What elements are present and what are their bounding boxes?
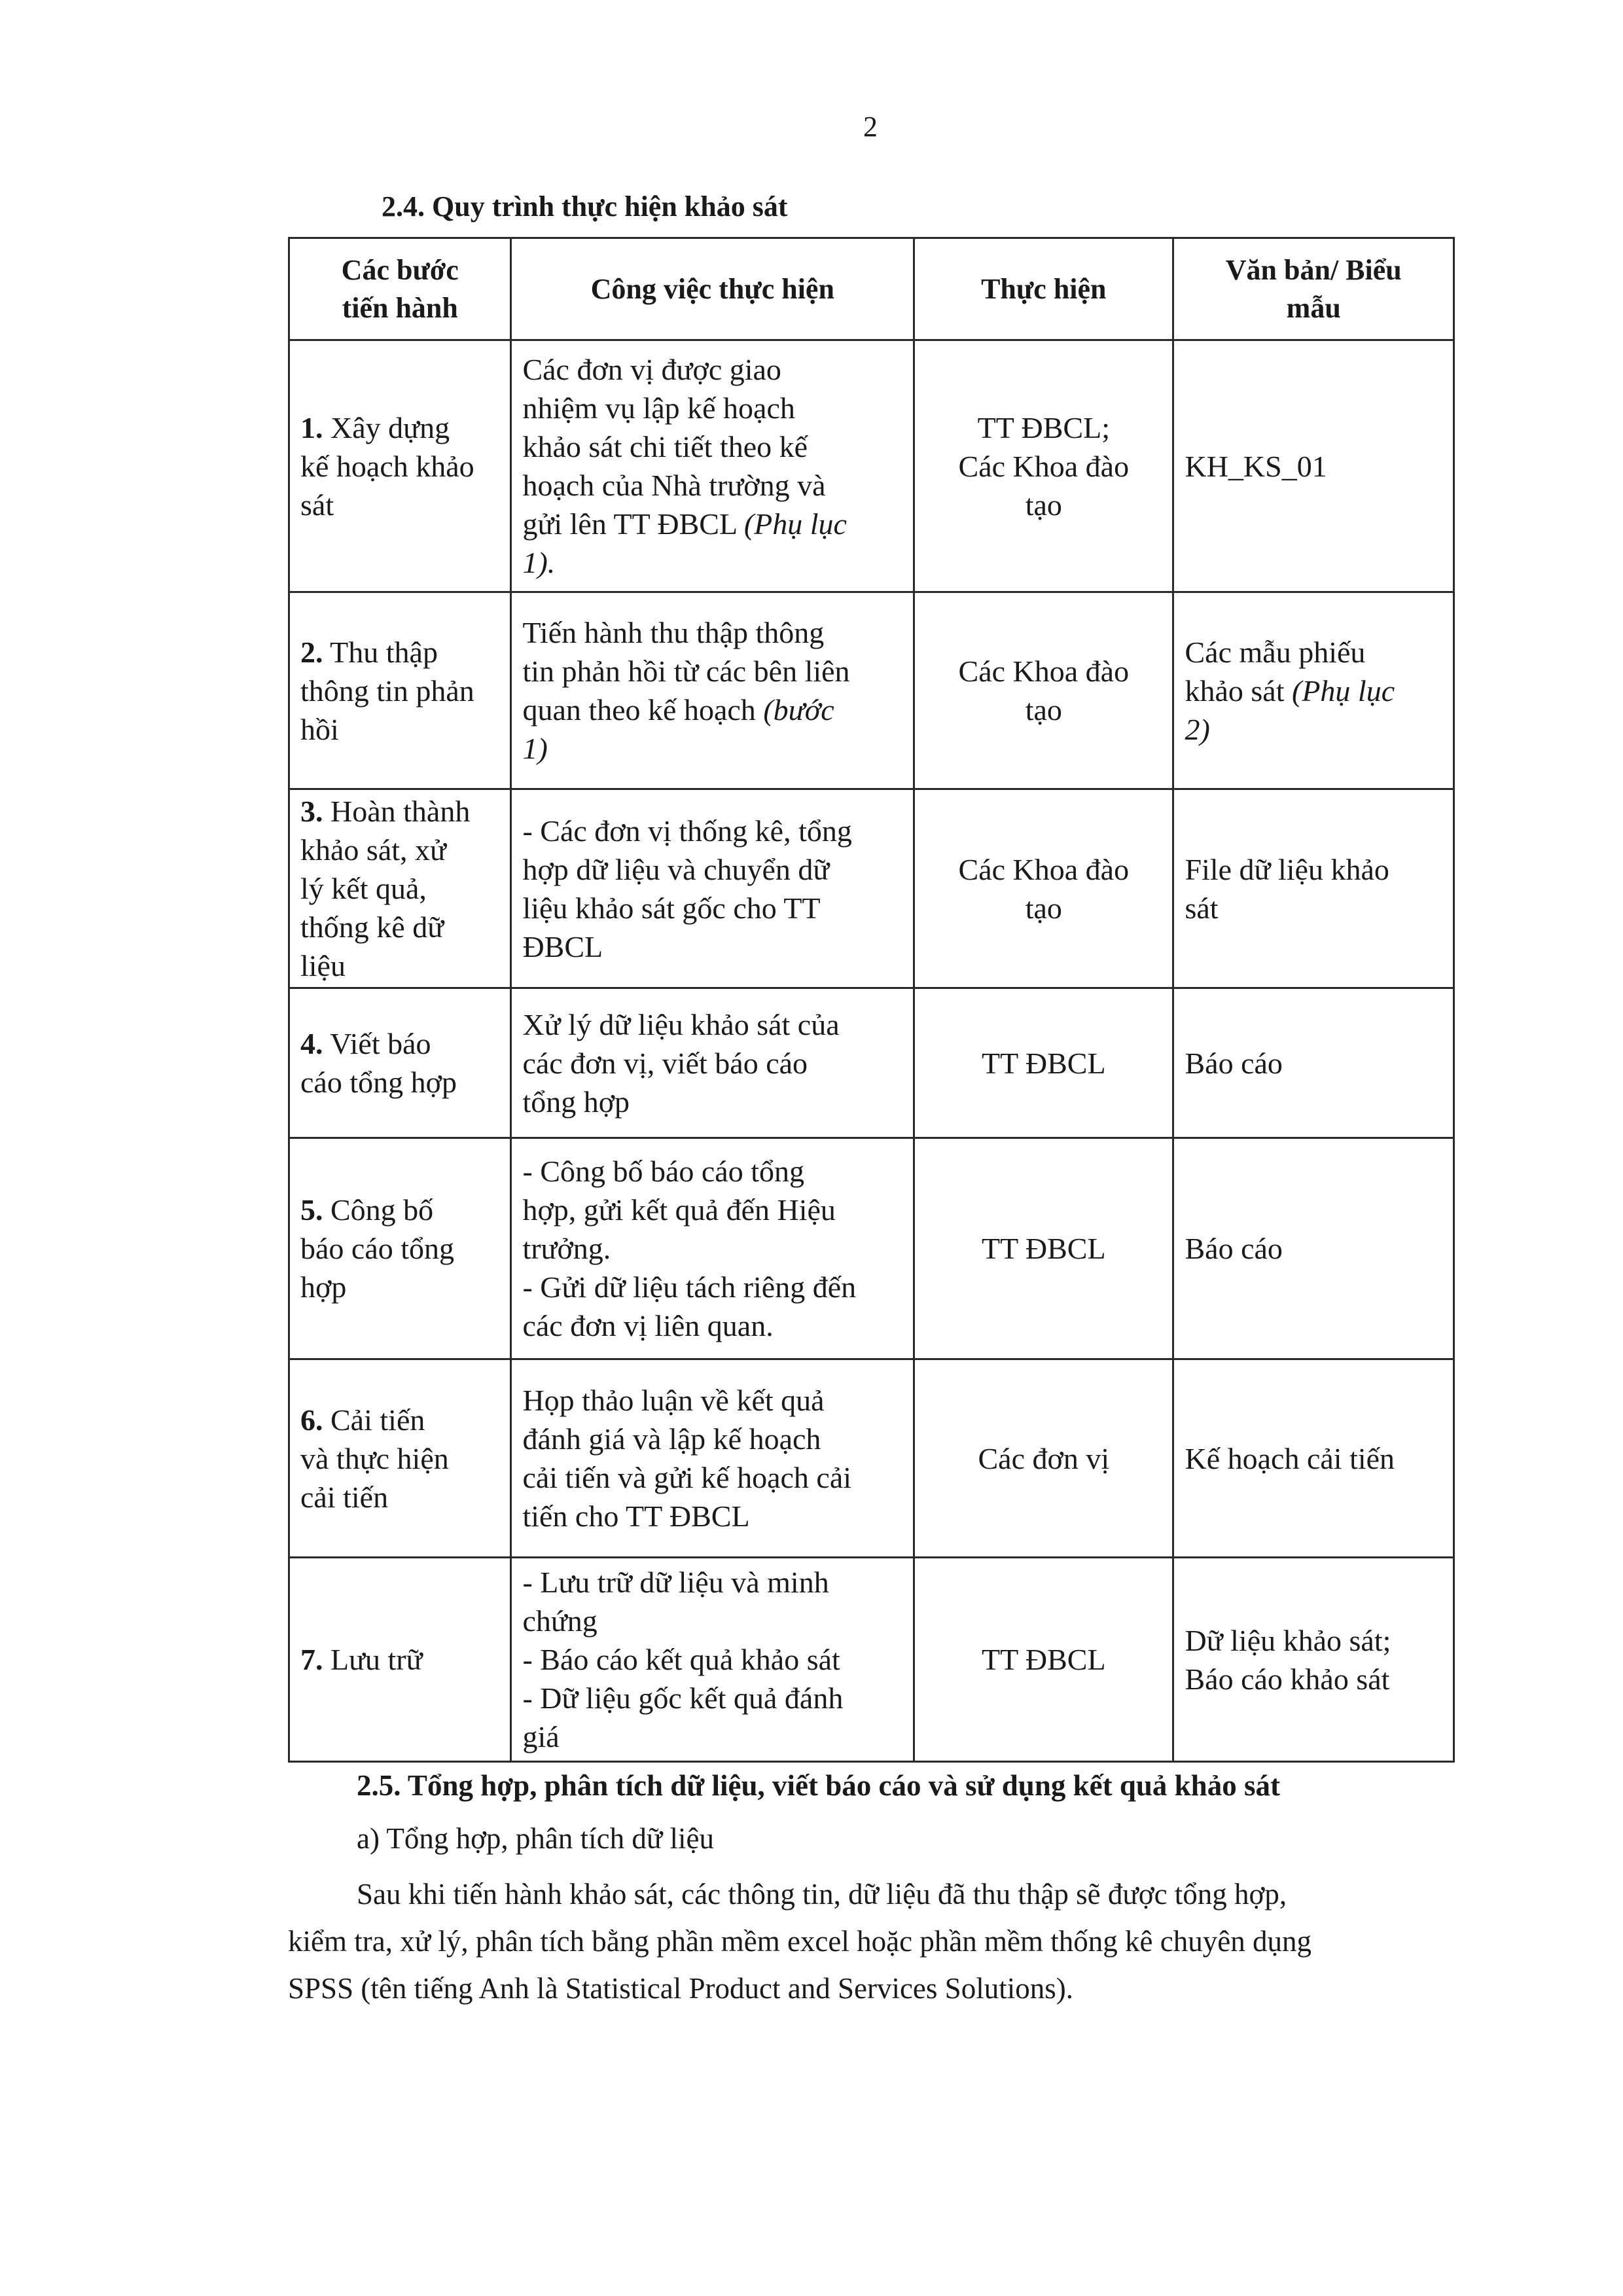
work-text: giá [522, 1720, 560, 1753]
document-text: Báo cáo khảo sát [1185, 1662, 1390, 1696]
work-text: hợp, gửi kết quả đến Hiệu [522, 1193, 836, 1227]
step-cell [289, 592, 511, 789]
header-step-line: tiến hành [342, 291, 458, 324]
step-cell [289, 340, 511, 592]
document-text: Các mẫu phiếu [1185, 635, 1366, 669]
step-number: 7. [300, 1643, 323, 1676]
step-text: cáo tổng hợp [300, 1066, 457, 1099]
step-text: Công bố [323, 1193, 434, 1227]
performer-text: Các đơn vị [978, 1441, 1110, 1475]
table-row [289, 1359, 1454, 1558]
header-performer: Thực hiện [914, 238, 1173, 340]
header-document-line: mẫu [1286, 291, 1341, 324]
work-text: - Công bố báo cáo tổng [522, 1155, 804, 1188]
work-text: Các đơn vị được giao [522, 353, 781, 386]
document-text: sát [1185, 891, 1219, 925]
paragraph-line: SPSS (tên tiếng Anh là Statistical Product and Services Solutions). [288, 1972, 1073, 2005]
document-cell [1173, 340, 1454, 592]
work-italic-text: 1) [522, 732, 548, 765]
work-text: trưởng. [522, 1232, 611, 1265]
work-text: cải tiến và gửi kế hoạch cải [522, 1461, 852, 1494]
performer-cell [914, 340, 1173, 592]
table-row [289, 340, 1454, 592]
performer-cell [914, 1138, 1173, 1359]
work-text: tin phản hồi từ các bên liên [522, 655, 850, 688]
work-text: nhiệm vụ lập kế hoạch [522, 391, 795, 425]
work-italic-text: (Phụ lục [743, 507, 847, 541]
table-row [289, 988, 1454, 1138]
work-text: - Dữ liệu gốc kết quả đánh [522, 1681, 844, 1715]
step-number: 2. [300, 635, 323, 669]
header-step [289, 238, 511, 340]
step-number: 3. [300, 795, 323, 828]
step-text: báo cáo tổng [300, 1232, 455, 1265]
step-text: Xây dựng [323, 410, 450, 444]
step-text: thống kê dữ [300, 910, 444, 944]
performer-text: tạo [1025, 488, 1062, 522]
table-row [289, 1138, 1454, 1359]
work-text: đánh giá và lập kế hoạch [522, 1422, 821, 1456]
header-step-line: Các bước [341, 253, 459, 286]
page-number: 2 [863, 111, 878, 143]
document-italic-text: 2) [1185, 712, 1210, 746]
performer-text: TT ĐBCL [982, 1046, 1106, 1080]
work-text: quan theo kế hoạch [522, 693, 764, 726]
document-cell [1173, 789, 1454, 988]
work-text: tổng hợp [522, 1085, 630, 1119]
performer-text: TT ĐBCL [982, 1643, 1106, 1676]
work-cell [511, 789, 914, 988]
work-cell [511, 1558, 914, 1762]
performer-text: tạo [1025, 891, 1062, 925]
work-text: gửi lên TT ĐBCL [522, 507, 744, 541]
step-number: 1. [300, 410, 323, 444]
step-cell [289, 988, 511, 1138]
document-cell [1173, 1138, 1454, 1359]
performer-text: TT ĐBCL; [977, 410, 1110, 444]
step-text: liệu [300, 949, 346, 982]
document-text: Báo cáo [1185, 1046, 1283, 1080]
document-text: Dữ liệu khảo sát; [1185, 1623, 1391, 1657]
step-text: Thu thập [323, 635, 438, 669]
work-text: - Lưu trữ dữ liệu và minh [522, 1566, 829, 1599]
work-italic-text: (bước [763, 693, 834, 726]
step-text: Hoàn thành [323, 795, 471, 828]
work-cell [511, 340, 914, 592]
document-cell [1173, 1558, 1454, 1762]
performer-text: Các Khoa đào [958, 852, 1130, 886]
step-text: Cải tiến [323, 1403, 425, 1437]
paragraph-line: Sau khi tiến hành khảo sát, các thông tin, dữ liệu đã thu thập sẽ được tổng hợp, [357, 1878, 1287, 1910]
step-number: 6. [300, 1403, 323, 1437]
step-text: Viết báo [323, 1027, 431, 1060]
paragraph-line: kiểm tra, xử lý, phân tích bằng phần mềm excel hoặc phần mềm thống kê chuyên dụng [288, 1925, 1311, 1958]
document-text: KH_KS_01 [1185, 449, 1327, 483]
work-text: khảo sát chi tiết theo kế [522, 430, 808, 463]
performer-text: tạo [1025, 693, 1062, 726]
performer-cell [914, 988, 1173, 1138]
work-text: Họp thảo luận về kết quả [522, 1384, 825, 1417]
header-document-line: Văn bản/ Biểu [1225, 253, 1402, 286]
step-text: khảo sát, xử [300, 833, 446, 867]
document-cell [1173, 592, 1454, 789]
work-italic-text: 1). [522, 546, 556, 579]
performer-text: Các Khoa đào [958, 449, 1130, 483]
performer-text: TT ĐBCL [982, 1232, 1106, 1265]
document-text: File dữ liệu khảo [1185, 852, 1389, 886]
table-header-row [289, 238, 1454, 340]
work-cell [511, 1359, 914, 1558]
work-text: ĐBCL [522, 929, 603, 963]
performer-cell [914, 1359, 1173, 1558]
performer-text: Các Khoa đào [958, 655, 1130, 688]
step-text: thông tin phản [300, 673, 474, 708]
work-cell [511, 988, 914, 1138]
step-text: hồi [300, 712, 339, 746]
work-text: tiến cho TT ĐBCL [522, 1499, 750, 1533]
work-text: liệu khảo sát gốc cho TT [522, 891, 821, 925]
document-cell [1173, 1359, 1454, 1558]
work-text: - Gửi dữ liệu tách riêng đến [522, 1270, 857, 1304]
performer-cell [914, 789, 1173, 988]
step-cell [289, 789, 511, 988]
document-text: khảo sát [1185, 673, 1292, 708]
step-text: cải tiến [300, 1480, 389, 1514]
body-paragraph [288, 1871, 1455, 2012]
step-text: kế hoạch khảo [300, 449, 474, 483]
work-cell [511, 592, 914, 789]
step-text: và thực hiện [300, 1441, 449, 1475]
work-text: các đơn vị, viết báo cáo [522, 1046, 808, 1080]
work-text: chứng [522, 1604, 597, 1638]
table-row [289, 592, 1454, 789]
step-cell [289, 1138, 511, 1359]
document-cell [1173, 988, 1454, 1138]
step-cell [289, 1359, 511, 1558]
table-row [289, 789, 1454, 988]
work-cell [511, 1138, 914, 1359]
step-cell [289, 1558, 511, 1762]
subsection-heading: 2.5. Tổng hợp, phân tích dữ liệu, viết báo cáo và sử dụng kết quả khảo sát [357, 1769, 1280, 1802]
document-text: Báo cáo [1185, 1232, 1283, 1265]
performer-cell [914, 592, 1173, 789]
subsection-item-a: a) Tổng hợp, phân tích dữ liệu [357, 1822, 714, 1855]
step-text: Lưu trữ [323, 1643, 423, 1676]
work-text: các đơn vị liên quan. [522, 1309, 774, 1342]
step-text: lý kết quả, [300, 872, 427, 905]
work-text: Tiến hành thu thập thông [522, 616, 825, 649]
document-text: Kế hoạch cải tiến [1185, 1441, 1395, 1475]
work-text: hoạch của Nhà trường và [522, 469, 826, 502]
survey-process-table [288, 237, 1455, 1763]
step-number: 5. [300, 1193, 323, 1227]
step-text: hợp [300, 1270, 347, 1304]
work-text: Xử lý dữ liệu khảo sát của [522, 1007, 840, 1041]
work-text: - Các đơn vị thống kê, tổng [522, 814, 852, 848]
work-text: hợp dữ liệu và chuyển dữ [522, 852, 830, 886]
table-row [289, 1558, 1454, 1762]
step-number: 4. [300, 1027, 323, 1060]
step-text: sát [300, 488, 334, 522]
performer-cell [914, 1558, 1173, 1762]
section-heading: 2.4. Quy trình thực hiện khảo sát [382, 190, 788, 223]
header-work: Công việc thực hiện [511, 238, 914, 340]
header-document [1173, 238, 1454, 340]
document-italic-text: (Phụ lục [1292, 673, 1395, 708]
work-text: - Báo cáo kết quả khảo sát [522, 1643, 840, 1676]
